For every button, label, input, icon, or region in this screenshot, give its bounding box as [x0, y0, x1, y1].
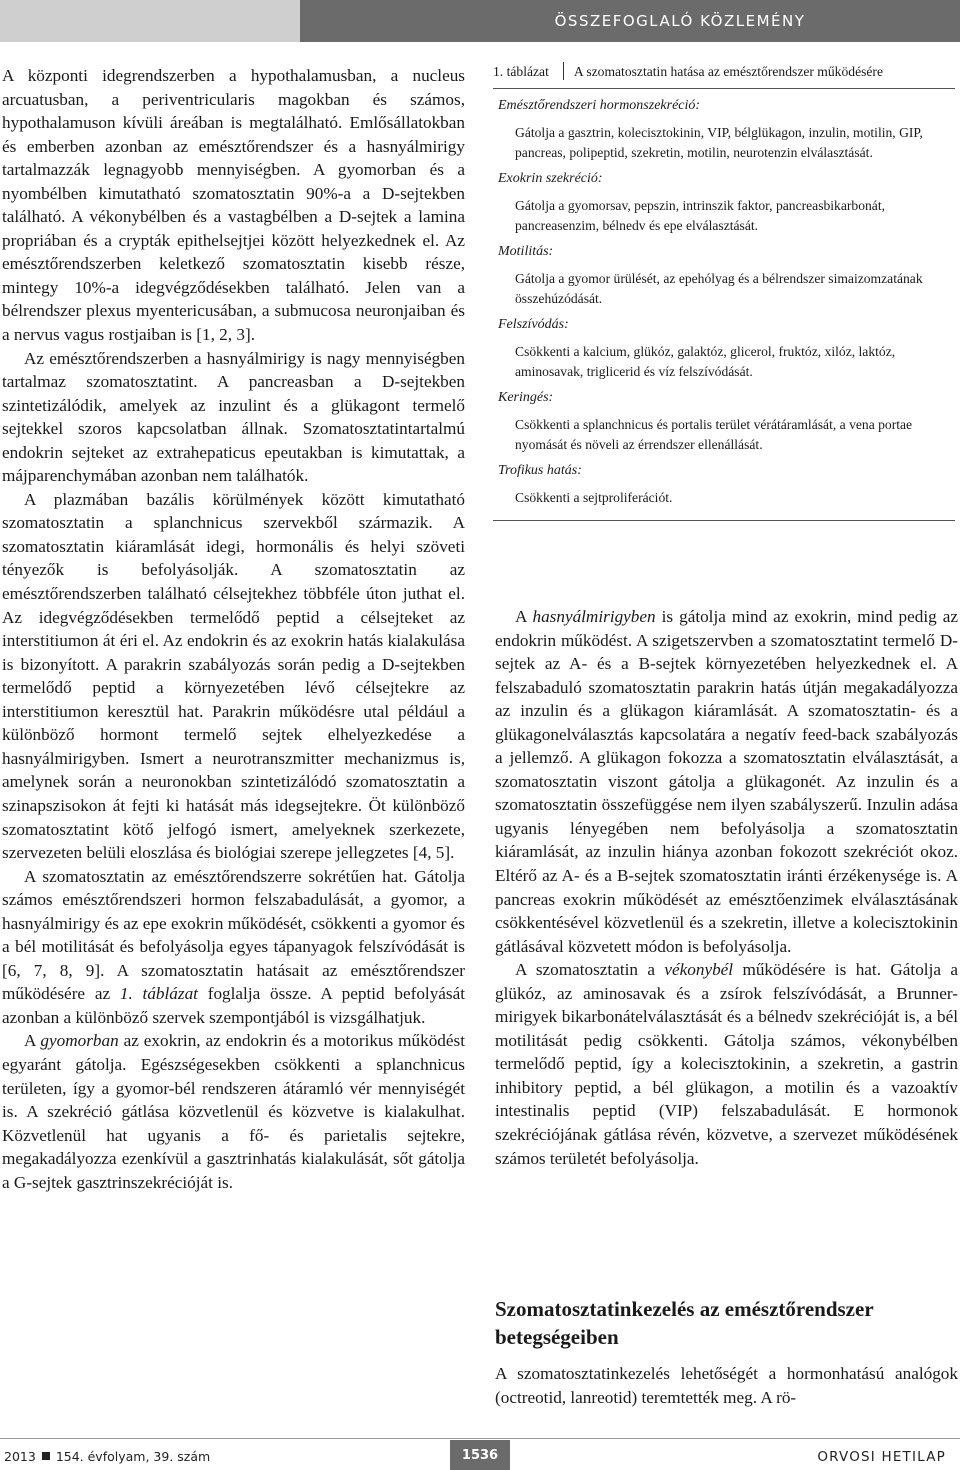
table-category: Felszívódás:	[498, 317, 569, 332]
rp1-text-b: is gátolja mind az exokrin, mind pedig az endokrin működést. A szigetszervben a szomatosztatint termelő D-sejtek az A- és a B-sejtek környezetében helyezkednek el. A felszabaduló szomatosztatin parakrin hatás útján megakadályozza az inzulin és a glükagon kiáramlását. A szomatosztatin- és a glükagonelválasztás kapcsolatára a negatív feed-back szabályozás a jellemző. A glükagon fokozza a szomatosztatin elválasztását, a szomatosztatin viszont gátolja a glükagonét. Az inzulin és a szomatosztatin összefüggése nem ilyen szabályszerű. Inzulin adása ugyanis lényegében nem befolyásolja a szomatosztatin kiáramlását, az inzulin hiánya azonban fokozott szekréciót okoz. Eltérő az A- és a B-sejtek szomatosztatin iránti érzékenysége is. A pancreas exokrin működését az emésztőenzimek elválasztásának csökkentésével közvetlenül és a szekretin, illetve a kolecisztokinin gátlásával közvetett módon is befolyásolja.	[495, 607, 958, 956]
footer-volume: 154. évfolyam, 39. szám	[55, 1449, 211, 1464]
table-category: Keringés:	[498, 390, 554, 405]
table-description: Gátolja a gyomorsav, pepszin, intrinszik faktor, pancreasbikarbonát, pancreasenzim, bélnedv és epe elválasztását.	[515, 198, 886, 233]
right-column	[495, 605, 958, 1170]
table-header-separator	[563, 62, 564, 80]
left-paragraph-5	[2, 1029, 465, 1194]
page-footer	[0, 1438, 960, 1470]
footer-year: 2013	[4, 1449, 36, 1464]
rp2-text-b: működésére is hat. Gátolja a glükóz, az aminosavak és a zsírok felszívódását, a Brunner-mirigyek bikarbonátelválasztását és a bélnedv szekrécióját is, a bél motilitását pedig csökkenti. Gátolja számos, vékonybélben termelődő peptid, így a kolecisztokinin, a szekretin, a gastrin inhibitory peptid, a bél glükagon, a motilin és a vazoaktív intestinalis peptid (VIP) felszabadulását. E hormonok szekréciójának gátlása révén, közvetve, a szervezet működésének számos területét befolyásolja.	[495, 960, 958, 1168]
left-paragraph-1: A központi idegrendszerben a hypothalamusban, a nucleus arcuatusban, a periventricularis magokban és számos, hypothalamuson kívüli áreában is megtalálható. Emlősállatokban és emberben azonban az emésztőrendszer és a hasnyálmirigy tartalmazzák legnagyobb mennyiségben. A gyomorban és a nyombélben kimutatható szomatosztatin 90%-a a D-sejtekben található. A vékonybélben és a vastagbélben a D-sejtek a lamina propriában és a crypták epithelsejtjei között helyezkednek el. Az emésztőrendszerben keletkező szomatosztatin kisebb része, mintegy 10%-a idegvégződésekben található. Jelen van a bélrendszer plexus myentericusában, a submucosa neuronjaiban és a nervus vagus rostjaiban is [1, 2, 3].	[2, 66, 465, 345]
left-paragraph-2: Az emésztőrendszerben a hasnyálmirigy is nagy mennyiségben tartalmaz szomatosztatint. A pancreasban a D-sejtekben szintetizálódik, amelyek az inzulint és a glükagont termelő sejtekkel szoros kapcsolatban állnak. Szomatosztatintartalmú endokrin sejteket az extrahepaticus epeutakban is kimutattak, a májparenchymában azonban nem találhatók.	[2, 348, 465, 486]
p5-text-b: az exokrin, az endokrin és a motorikus működést egyaránt gátolja. Egészségesekben csökkenti a splanchnicus területen, így a gyomor-bél rendszeren átáramló vér mennyiségét is. A szekréció gátlása közvetlenül és közvetve is kialakulhat. Közvetlenül hat ugyanis a fő- és parietalis sejtekre, megakadályozza ezenkívül a gasztrinhatás kialakulását, sőt gátolja a G-sejtek gasztrinszekrécióját is.	[2, 1031, 465, 1192]
rp1-emphasis: hasnyálmirigyben	[532, 607, 656, 626]
p5-emphasis: gyomorban	[40, 1031, 119, 1051]
section-heading: Szomatosztatinkezelés az emésztőrendszer betegségeiben	[495, 1297, 874, 1349]
journal-name: ORVOSI HETILAP	[817, 1449, 946, 1465]
table-bottom-rule	[493, 520, 955, 521]
table-description: Csökkenti a splanchnicus és portalis terület vérátáramlását, a vena portae nyomását és növeli az érrendszer ellenállását.	[515, 417, 913, 452]
page-number: 1536	[450, 1440, 510, 1470]
table-row	[493, 461, 955, 508]
header-grey-block	[0, 0, 300, 42]
table-row	[493, 96, 955, 162]
square-bullet-icon	[42, 1452, 50, 1460]
rp1-text-a: A	[515, 607, 533, 626]
right-column-continued	[495, 1362, 958, 1409]
p4-text-a: A szomatosztatin az emésztőrendszerre sokrétűen hat. Gátolja számos emésztőrendszeri hormon felszabadulását, a gyomor, a hasnyálmirigy és az epe exokrin működését, csökkenti a gyomor és a bél motilitását és befolyásolja egyes tápanyagok felszívódását is [6, 7, 8, 9]. A szomatosztatin hatásait az emésztőrendszer működésére az	[2, 866, 465, 1004]
right-paragraph-3: A szomatosztatinkezelés lehetőségét a hormonhatású analógok (octreotid, lanreotid) teremtették meg. A rö-	[495, 1364, 958, 1407]
table-row	[493, 315, 955, 381]
table-category: Trofikus hatás:	[498, 463, 582, 478]
table-row	[493, 169, 955, 235]
table-title: A szomatosztatin hatása az emésztőrendszer működésére	[573, 64, 883, 79]
table-header	[493, 62, 955, 89]
table-category: Motilitás:	[498, 244, 554, 259]
table-number: 1. táblázat	[493, 64, 549, 79]
left-paragraph-4	[2, 865, 465, 1030]
table-category: Emésztőrendszeri hormonszekréció:	[498, 98, 701, 113]
left-paragraph-3: A plazmában bazális körülmények között kimutatható szomatosztatin a splanchnicus szervekből származik. A szomatosztatin kiáramlását idegi, hormonális és helyi szöveti tényezők is befolyásolják. A szomatosztatin az emésztőrendszerben található célsejtekhez többféle úton juthat el. Az idegvégződésekben termelődő peptid a célsejteket az interstitiumon át éri el. Az endokrin és az exokrin hatás kialakulása is bizonyított. A parakrin szabályozás során pedig a D-sejtekben termelődő peptid a környezetében lévő célsejtekre az interstitiumon keresztül hat. Parakrin működésre utal például a különböző hormont termelő sejtek elhelyezkedése a hasnyálmirigyben. Ismert a neurotranszmitter mechanizmus is, amelynek során a neuronokban szintetizálódó szomatosztatin a szinapszisokon át fejti ki hatását más idegsejtekre. Öt különböző szomatosztatint kötő jelfogó ismert, amelyeknek szerkezete, szervezeten belüli eloszlása és biológiai szerepe jellegzetes [4, 5].	[2, 489, 465, 863]
footer-issue-info	[4, 1449, 210, 1464]
right-paragraph-2	[495, 958, 958, 1170]
top-header-band	[0, 0, 960, 42]
section-label: ÖSSZEFOGLALÓ KÖZLEMÉNY	[300, 0, 960, 42]
table-description: Csökkenti a sejtproliferációt.	[515, 490, 673, 505]
footer-rule	[0, 1438, 960, 1439]
table-category: Exokrin szekréció:	[498, 171, 603, 186]
right-paragraph-1	[495, 605, 958, 958]
table-reference: 1. táblázat	[119, 984, 198, 1004]
rp2-emphasis: vékonybél	[664, 960, 734, 980]
rp2-text-a: A szomatosztatin a	[515, 960, 665, 980]
left-column	[2, 64, 465, 1194]
p5-text-a: A	[24, 1031, 41, 1051]
table-row	[493, 388, 955, 454]
table-description: Gátolja a gyomor ürülését, az epehólyag és a bélrendszer simaizomzatának összehúzódását.	[515, 271, 923, 306]
summary-table	[493, 62, 955, 521]
p4-text-b: foglalja össze. A peptid befolyását azonban a különböző szervek szempontjából is vizsgálhatjuk.	[2, 984, 466, 1027]
table-row	[493, 242, 955, 308]
table-description: Gátolja a gasztrin, kolecisztokinin, VIP, bélglükagon, inzulin, motilin, GIP, pancreas, polipeptid, szekretin, motilin, neurotenzin elválasztását.	[515, 125, 923, 160]
table-description: Csökkenti a kalcium, glükóz, galaktóz, glicerol, fruktóz, xilóz, laktóz, aminosavak, triglicerid és víz felszívódását.	[515, 344, 896, 379]
